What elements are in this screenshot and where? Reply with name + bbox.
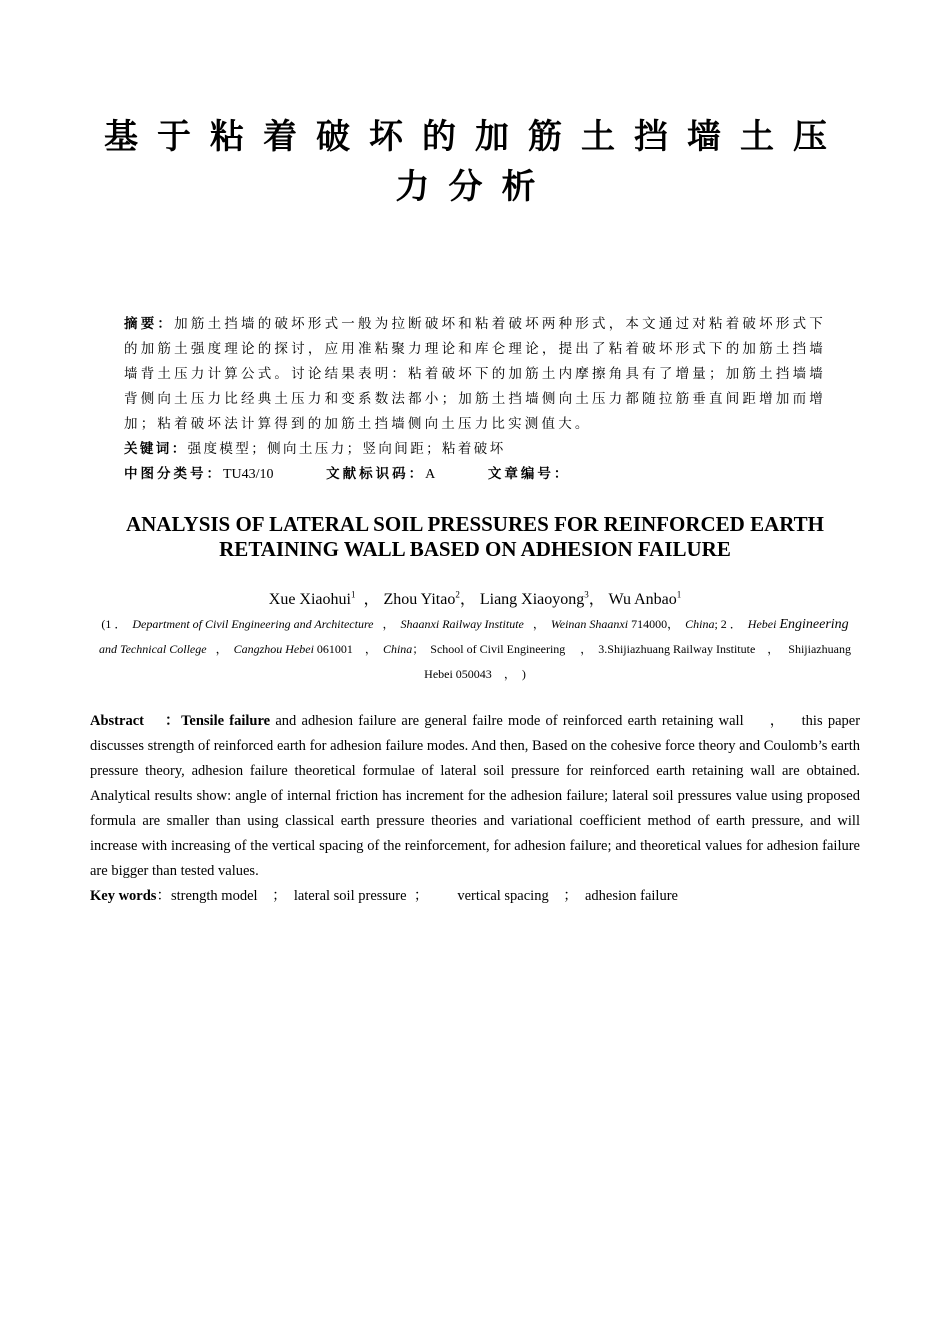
chinese-keywords-text: 强度模型；侧向土压力；竖向间距；粘着破坏: [187, 441, 506, 457]
affiliation-institute: Shaanxi Railway Institute: [400, 617, 524, 631]
author-affiliation-mark: 1: [350, 589, 356, 600]
author-name: Liang Xiaoyong: [479, 591, 585, 608]
chinese-abstract: [124, 312, 826, 462]
clc-label: 中图分类号：: [124, 466, 223, 482]
affiliations: (1 ． Department of Civil Engineering and Architecture ， Shaanxi Railway Institute ， Weinan Shaanxi 714000， China; 2 ． Hebei Engineering and Technical College ， Cangzhou Hebei 061001 ， China； School of Civil Engineering ， 3.Shijiazhuang Railway Institute ， Shijiazhuang Hebei 050043 ， ): [99, 617, 851, 681]
chinese-title: 基于粘着破坏的加筋土挡墙土压力分析: [104, 117, 846, 207]
chinese-abstract-text: 加筋土挡墙的破坏形式一般为拉断破坏和粘着破坏两种形式，本文通过对粘着破坏形式下的加筋土强度理论的探讨，应用准粘聚力理论和库仑理论，提出了粘着破坏形式下的加筋土挡墙墙背土压力计算公式。讨论结果表明：粘着破坏下的加筋土内摩擦角具有了增量；加筋土挡墙墙背侧向土压力比经典土压力和变系数法都小；加筋土挡墙侧向土压力都随拉筋垂直间距增加而增加；粘着破坏法计算得到的加筋土挡墙侧向土压力比实测值大。: [124, 316, 826, 432]
chinese-abstract-label: 摘要：: [124, 316, 175, 332]
author-affiliation-mark: 2: [455, 589, 460, 600]
author-name: Xue Xiaohui: [268, 591, 351, 608]
keyword: lateral soil pressure: [293, 888, 407, 904]
author-name: Wu Anbao: [608, 591, 677, 608]
english-keywords: Key words：strength model ； lateral soil pressure ； vertical spacing ； adhesion failure: [90, 888, 678, 904]
english-abstract: Abstract ：Tensile failure and adhesion failure are general failre mode of reinforced earth retaining wall ， this paper discusses strength of reinforced earth for adhesion failure modes. And then, Based on the cohesive force theory and Coulomb’s earth pressure theory, adhesion failure theoretical formulae of lateral soil pressure for reinforced earth retaining wall are obtained. Analytical results show: angle of internal friction has increment for the adhesion failure; lateral soil pressures value using proposed formula are smaller than using classical earth pressure theories and variational coefficient method of earth pressure, and will increase with increasing of the vertical spacing of the reinforcement, for adhesion failure; and theoretical values for adhesion failure are bigger than tested values. Key words：strength model ； lateral soil pressure ； vertical spacing ； adhesion failure: [90, 709, 860, 909]
classification-row: [124, 462, 826, 487]
clc-value: TU43/10: [223, 467, 274, 482]
doc-code-label: 文献标识码：: [326, 466, 426, 482]
author-affiliation-mark: 1: [676, 589, 682, 600]
author-name: Zhou Yitao: [383, 591, 456, 608]
affiliation-city: Weinan Shaanxi: [550, 617, 629, 631]
english-abstract-text: and adhesion failure are general failre mode of reinforced earth retaining wall: [275, 713, 744, 729]
english-abstract-label: Abstract: [90, 713, 144, 729]
english-keywords-label: Key words: [90, 888, 157, 904]
doc-code-value: A: [425, 467, 436, 482]
english-abstract-text: this paper discusses strength of reinforced earth for adhesion failure modes. And then, Based on the cohesive force theory and Coulomb’s earth pressure theory, adhesion failure theoretical formulae of lateral soil pressure for reinforced earth retaining wall are obtained. Analytical results show: angle of internal friction has increment for the adhesion failure; lateral soil pressures value using proposed formula are smaller than using classical earth pressure theories and variational coefficient method of earth pressure, and will increase with increasing of the vertical spacing of the reinforcement, for adhesion failure; and theoretical values for adhesion failure are bigger than tested values.: [90, 713, 861, 879]
keyword: strength model: [170, 888, 258, 904]
keyword: vertical spacing: [457, 888, 549, 904]
keyword: adhesion failure: [584, 888, 678, 904]
author-list: Xue Xiaohui$^1$ ， Zhou Yitao$^2$， Liang Xiaoyong$^3$， Wu Anbao$^1$: [268, 589, 682, 608]
english-title: ANALYSIS OF LATERAL SOIL PRESSURES FOR REINFORCED EARTH RETAINING WALL BASED ON ADHESION FAILURE: [125, 512, 825, 561]
affiliation-country: China: [685, 617, 715, 631]
article-number-label: 文章编号：: [487, 466, 571, 482]
chinese-keywords-label: 关键词：: [124, 441, 188, 457]
author-affiliation-mark: 3: [584, 589, 589, 600]
english-abstract-lead: Tensile failure: [181, 713, 271, 729]
affiliation-dept: Department of Civil Engineering and Architecture: [132, 617, 374, 631]
